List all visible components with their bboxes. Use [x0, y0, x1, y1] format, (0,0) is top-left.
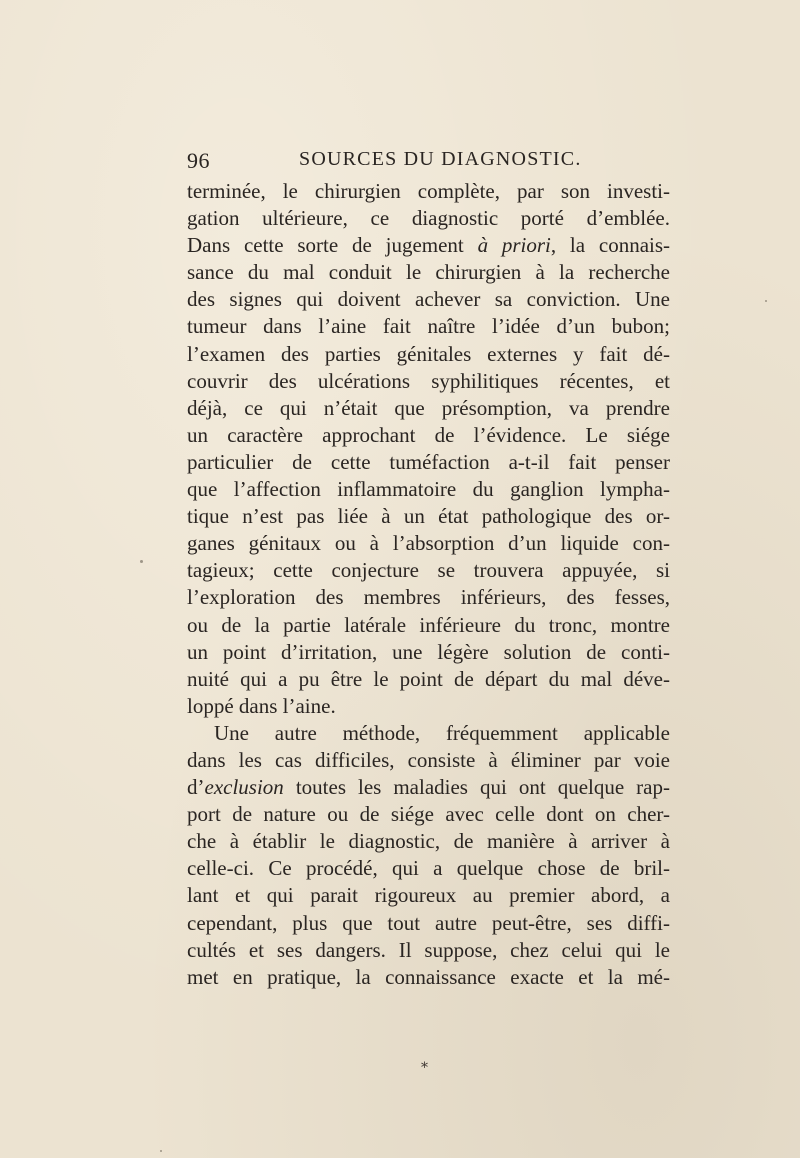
text-line: nuité qui a pu être le point de départ du mal déve-	[187, 666, 670, 691]
text-line: loppé dans l’aine.	[187, 693, 336, 718]
text-line: che à établir le diagnostic, de manière à arriver à	[187, 829, 670, 854]
body-text	[187, 178, 670, 991]
text-line: dans les cas difficiles, consiste à éliminer par voie	[187, 747, 670, 772]
text-line: lant et qui parait rigoureux au premier abord, a	[187, 883, 670, 908]
page-number: 96	[187, 148, 210, 173]
text-line: un point d’irritation, une légère solution de conti-	[187, 639, 670, 664]
text-line	[187, 774, 670, 801]
italic-term: à priori	[477, 233, 551, 258]
italic-term: exclusion	[204, 775, 284, 800]
text-line: port de nature ou de siége avec celle dont on cher-	[187, 802, 670, 827]
text-line: un caractère approchant de l’évidence. Le siége	[187, 422, 670, 447]
running-head	[187, 148, 670, 182]
text-line: tumeur dans l’aine fait naître l’idée d’un bubon;	[187, 314, 670, 339]
text-line: cependant, plus que tout autre peut-être, ses diffi-	[187, 910, 670, 935]
paper-speck	[140, 560, 143, 563]
text-line: ou de la partie latérale inférieure du tronc, montre	[187, 612, 670, 637]
text-line: particulier de cette tuméfaction a-t-il fait penser	[187, 449, 670, 474]
text-line: cultés et ses dangers. Il suppose, chez celui qui le	[187, 937, 670, 962]
text-line: ganes génitaux ou à l’absorption d’un liquide con-	[187, 531, 670, 556]
text-line	[187, 232, 670, 259]
text-line: terminée, le chirurgien complète, par son investi-	[187, 179, 670, 203]
text-segment: toutes les maladies qui ont quelque rap-	[283, 775, 670, 800]
text-line: l’examen des parties génitales externes y fait dé-	[187, 341, 670, 366]
text-segment: d’	[187, 775, 205, 800]
signature-mark: *	[421, 1060, 428, 1076]
paper-speck	[765, 300, 767, 302]
running-title: SOURCES DU DIAGNOSTIC.	[299, 148, 582, 170]
text-line: couvrir des ulcérations syphilitiques récentes, et	[187, 368, 670, 393]
text-line: l’exploration des membres inférieurs, des fesses,	[187, 585, 670, 610]
text-line: déjà, ce qui n’était que présomption, va prendre	[187, 395, 670, 420]
text-line: Une autre méthode, fréquemment applicable	[214, 720, 670, 745]
text-line: gation ultérieure, ce diagnostic porté d’emblée.	[187, 206, 670, 231]
text-line: sance du mal conduit le chirurgien à la recherche	[187, 260, 670, 285]
text-line: tagieux; cette conjecture se trouvera appuyée, si	[187, 558, 670, 583]
text-line: tique n’est pas liée à un état pathologique des or-	[187, 504, 670, 529]
text-line: met en pratique, la connaissance exacte et la mé-	[187, 964, 670, 989]
text-segment: , la connais-	[550, 233, 671, 258]
text-segment: Dans cette sorte de jugement	[187, 233, 478, 258]
text-line: celle-ci. Ce procédé, qui a quelque chose de bril-	[187, 856, 670, 881]
text-line: des signes qui doivent achever sa conviction. Une	[187, 287, 670, 312]
text-line: que l’affection inflammatoire du ganglion lympha-	[187, 477, 670, 502]
paper-speck	[160, 1150, 162, 1152]
